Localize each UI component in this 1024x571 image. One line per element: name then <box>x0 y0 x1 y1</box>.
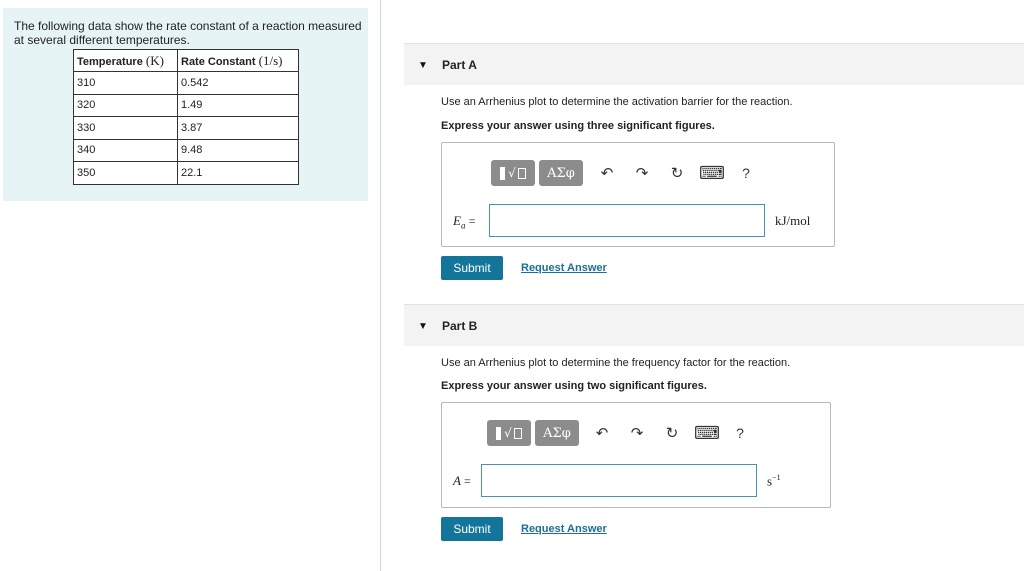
problem-panel <box>3 8 368 201</box>
frequency-factor-input[interactable] <box>481 464 757 497</box>
part-b-title: Part B <box>442 319 478 333</box>
part-a-submit-button[interactable]: Submit <box>441 256 503 280</box>
cell-temperature: 330 <box>74 117 178 140</box>
cell-temperature: 340 <box>74 139 178 162</box>
cell-rate-constant: 22.1 <box>178 162 299 185</box>
cell-rate-constant: 3.87 <box>178 117 299 140</box>
problem-intro: The following data show the rate constant of a reaction measured at several different temperatures. <box>14 19 362 47</box>
panel-divider <box>380 0 381 571</box>
collapse-triangle-icon[interactable]: ▼ <box>418 321 428 332</box>
col-header-temperature: Temperature (K) <box>74 50 178 72</box>
cell-temperature: 320 <box>74 94 178 117</box>
table-row <box>74 72 299 95</box>
cell-rate-constant: 0.542 <box>178 72 299 95</box>
part-b-toolbar <box>487 420 579 446</box>
help-button[interactable]: ? <box>736 425 744 441</box>
redo-icon[interactable]: ↷ <box>635 165 649 182</box>
templates-button[interactable] <box>487 420 531 446</box>
part-a-instruction: Use an Arrhenius plot to determine the activation barrier for the reaction. <box>441 96 793 108</box>
table-row <box>74 139 299 162</box>
table-row <box>74 94 299 117</box>
part-a-header[interactable] <box>404 43 1024 85</box>
sqrt-icon: √ <box>504 426 512 440</box>
col-header-rate-constant: Rate Constant (1/s) <box>178 50 299 72</box>
cell-temperature: 310 <box>74 72 178 95</box>
sqrt-icon: √ <box>508 166 516 180</box>
collapse-triangle-icon[interactable]: ▼ <box>418 60 428 71</box>
part-a-emphasis: Express your answer using three significant figures. <box>441 120 715 132</box>
activation-barrier-input[interactable] <box>489 204 765 237</box>
part-b-answer-box <box>441 402 831 508</box>
keyboard-icon[interactable]: ⌨ <box>699 162 725 183</box>
part-b-emphasis: Express your answer using two significant figures. <box>441 380 707 392</box>
variable-label-ea: $E_a$ = <box>453 213 476 231</box>
cell-rate-constant: 9.48 <box>178 139 299 162</box>
part-a-answer-box <box>441 142 835 247</box>
table-row <box>74 162 299 185</box>
reset-icon[interactable]: ↻ <box>670 165 684 182</box>
greek-symbols-button[interactable]: ΑΣφ <box>535 420 579 446</box>
part-b-header[interactable] <box>404 304 1024 346</box>
part-b-submit-button[interactable]: Submit <box>441 517 503 541</box>
unit-kj-per-mol: kJ/mol <box>775 213 811 228</box>
cell-rate-constant: 1.49 <box>178 94 299 117</box>
part-b-request-answer-link[interactable]: Request Answer <box>521 523 607 535</box>
help-button[interactable]: ? <box>742 165 750 181</box>
part-a-request-answer-link[interactable]: Request Answer <box>521 262 607 274</box>
keyboard-icon[interactable]: ⌨ <box>694 422 720 443</box>
unit-inverse-seconds: $s^{-1}$ <box>767 473 781 489</box>
table-row <box>74 117 299 140</box>
cell-temperature: 350 <box>74 162 178 185</box>
variable-label-a: A = <box>453 473 471 488</box>
table-header-row <box>74 50 299 72</box>
rate-data-table <box>73 49 299 185</box>
undo-icon[interactable]: ↶ <box>595 425 609 442</box>
redo-icon[interactable]: ↷ <box>630 425 644 442</box>
part-a-toolbar <box>491 160 583 186</box>
part-a-title: Part A <box>442 58 477 72</box>
undo-icon[interactable]: ↶ <box>600 165 614 182</box>
greek-symbols-button[interactable]: ΑΣφ <box>539 160 583 186</box>
templates-button[interactable] <box>491 160 535 186</box>
part-b-instruction: Use an Arrhenius plot to determine the frequency factor for the reaction. <box>441 357 791 369</box>
reset-icon[interactable]: ↻ <box>665 425 679 442</box>
